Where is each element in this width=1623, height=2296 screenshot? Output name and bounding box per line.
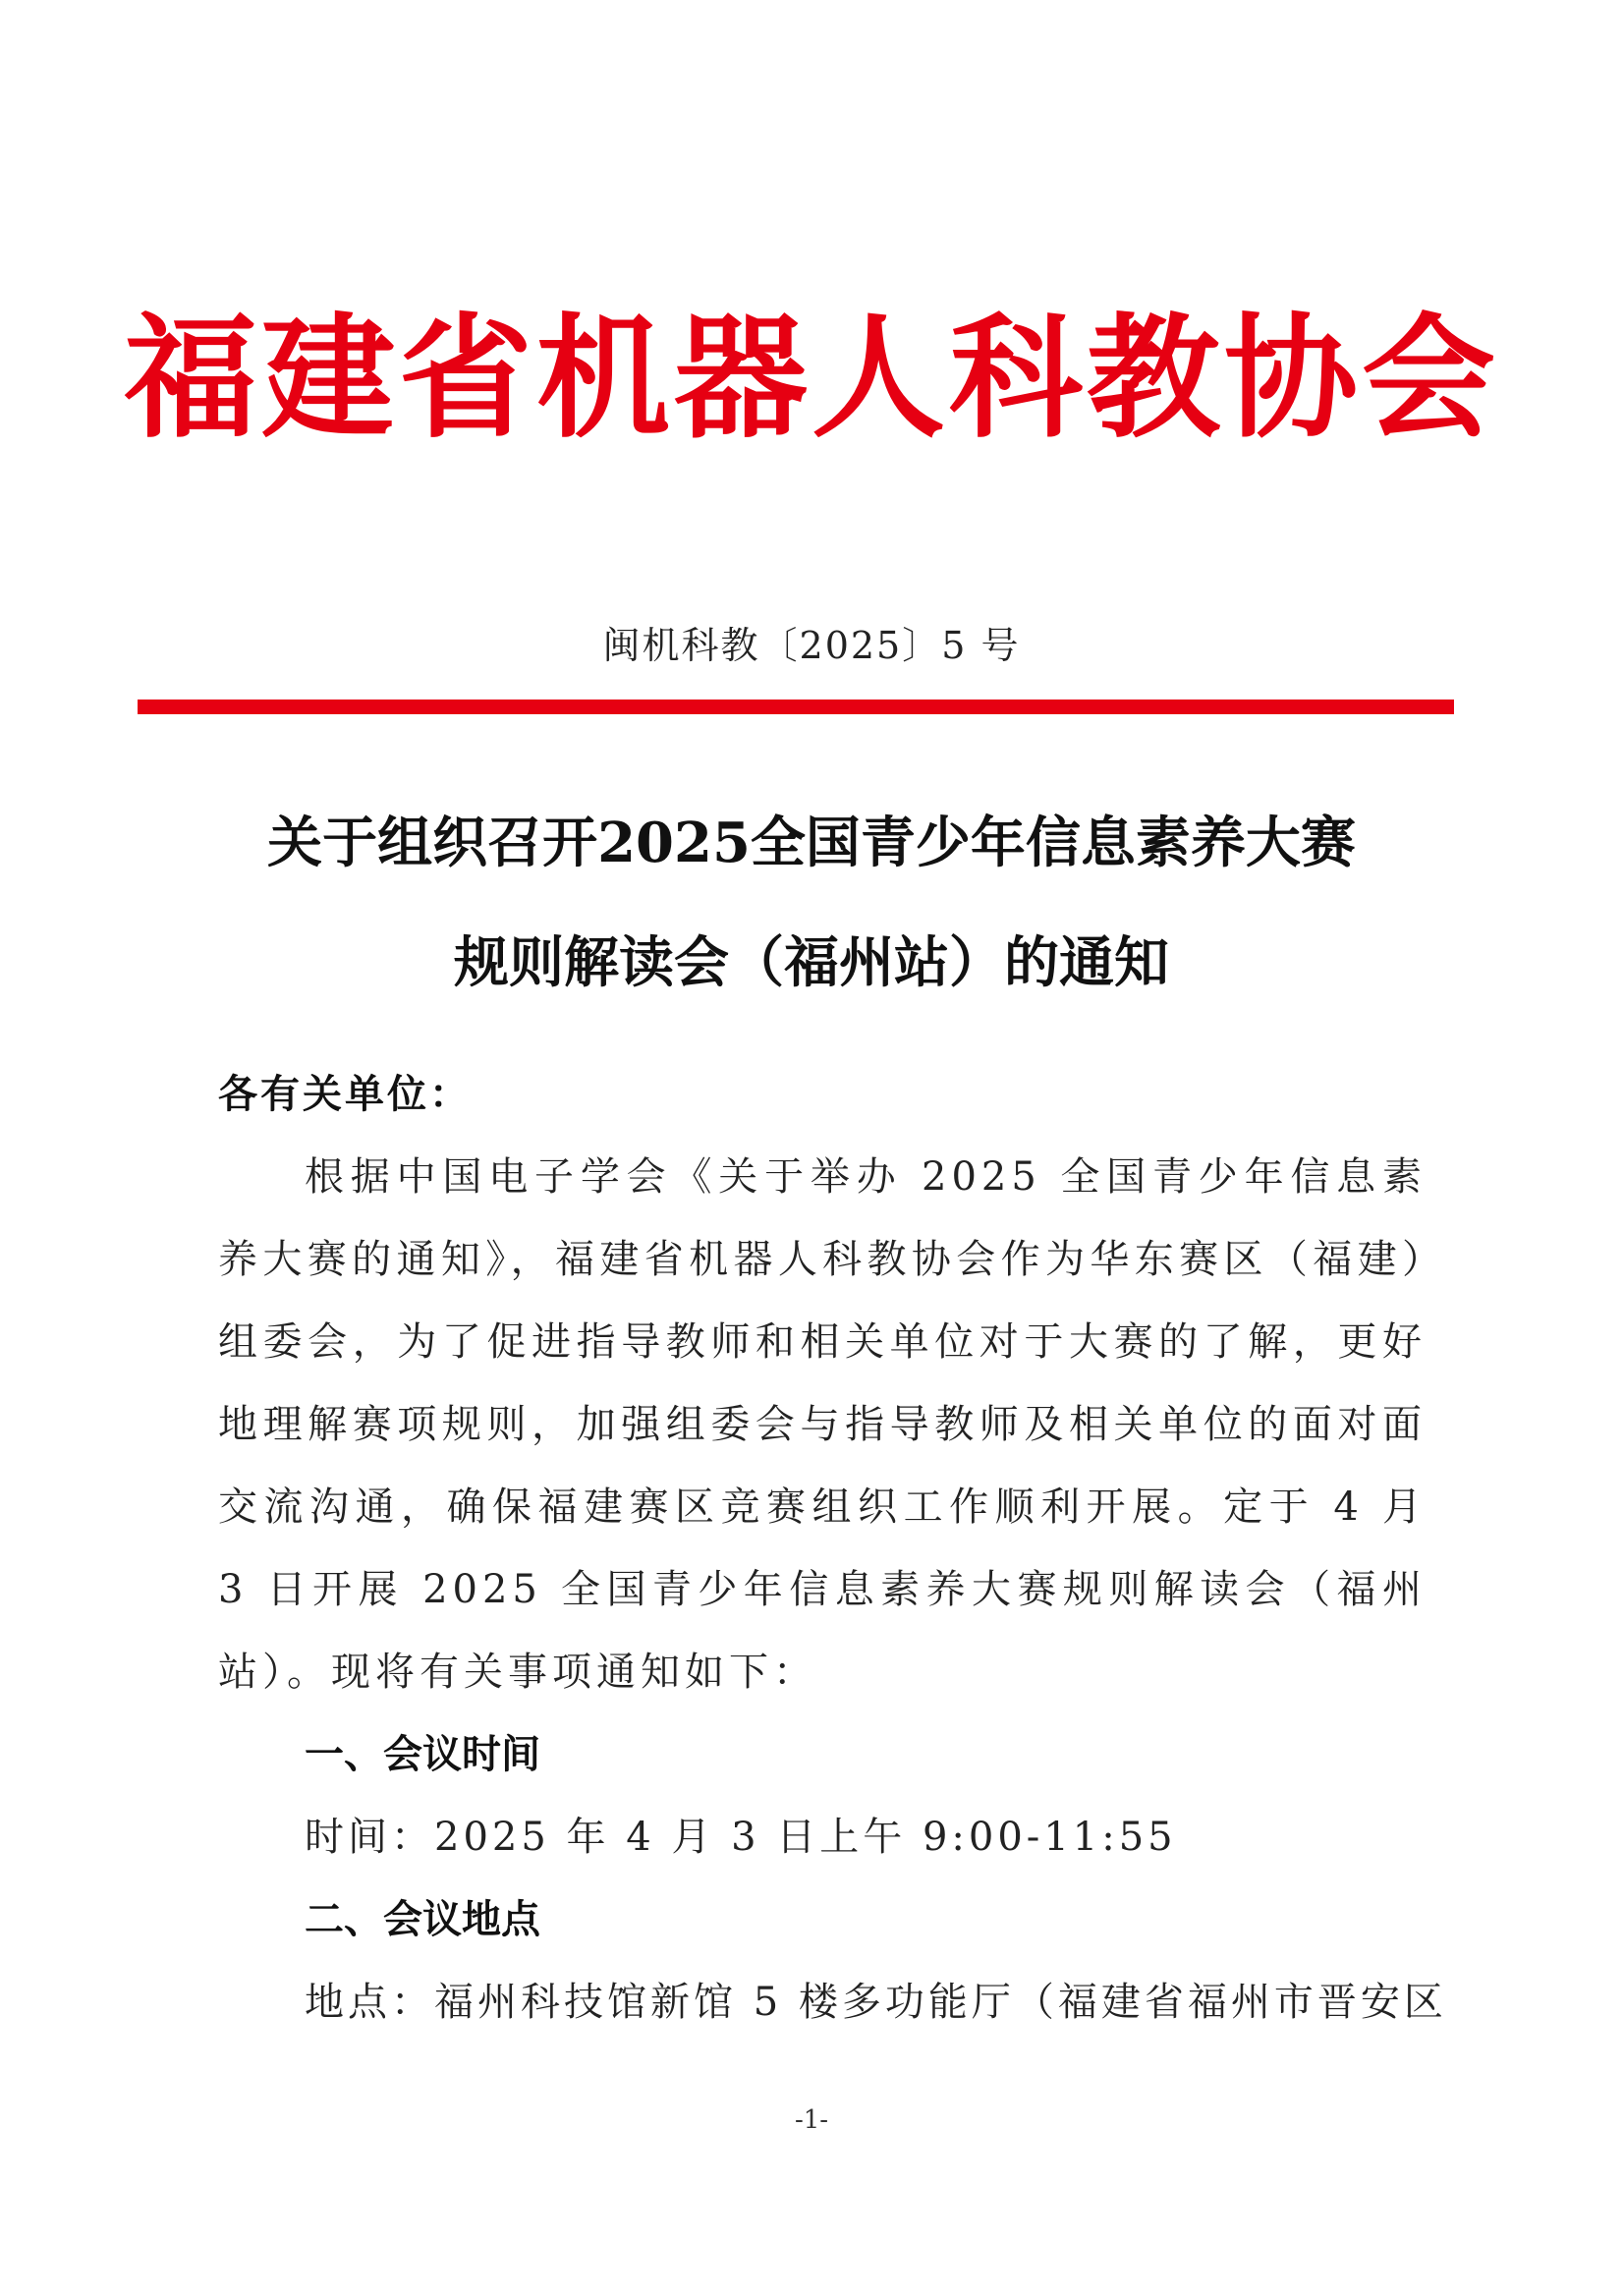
- salutation: 各有关单位：: [218, 1071, 472, 1117]
- notice-title-line-1: 关于组织召开2025全国青少年信息素养大赛: [267, 811, 1356, 875]
- section-heading-meeting-time: 一、会议时间: [305, 1732, 540, 1777]
- body-paragraph: 根据中国电子学会《关于举办 2025 全国青少年信息素养大赛的通知》，福建省机器人科教协会作为华东赛区（福建）组委会，为了促进指导教师和相关单位对于大赛的了解，更好地理解赛项规则，加强组委会与指导教师及相关单位的面对面交流沟通，确保福建赛区竞赛组织工作顺利开展。定于 4 月 3 日开展 2025 全国青少年信息素养大赛规则解读会（福州站）。现将有关事项通知如下：: [218, 1154, 1427, 1695]
- page-number: -1-: [794, 2105, 829, 2135]
- letterhead-red-rule: [138, 700, 1454, 714]
- meeting-location-detail: 地点：福州科技馆新馆 5 楼多功能厅（福建省福州市晋安区: [305, 1980, 1447, 2025]
- notice-title-line-2: 规则解读会（福州站）的通知: [454, 930, 1169, 995]
- section-heading-meeting-location: 二、会议地点: [305, 1897, 540, 1942]
- organization-letterhead: 福建省机器人科教协会: [124, 300, 1499, 457]
- document-number: 闽机科教〔2025〕5 号: [602, 624, 1021, 667]
- meeting-time-detail: 时间：2025 年 4 月 3 日上午 9:00-11:55: [305, 1815, 1177, 1860]
